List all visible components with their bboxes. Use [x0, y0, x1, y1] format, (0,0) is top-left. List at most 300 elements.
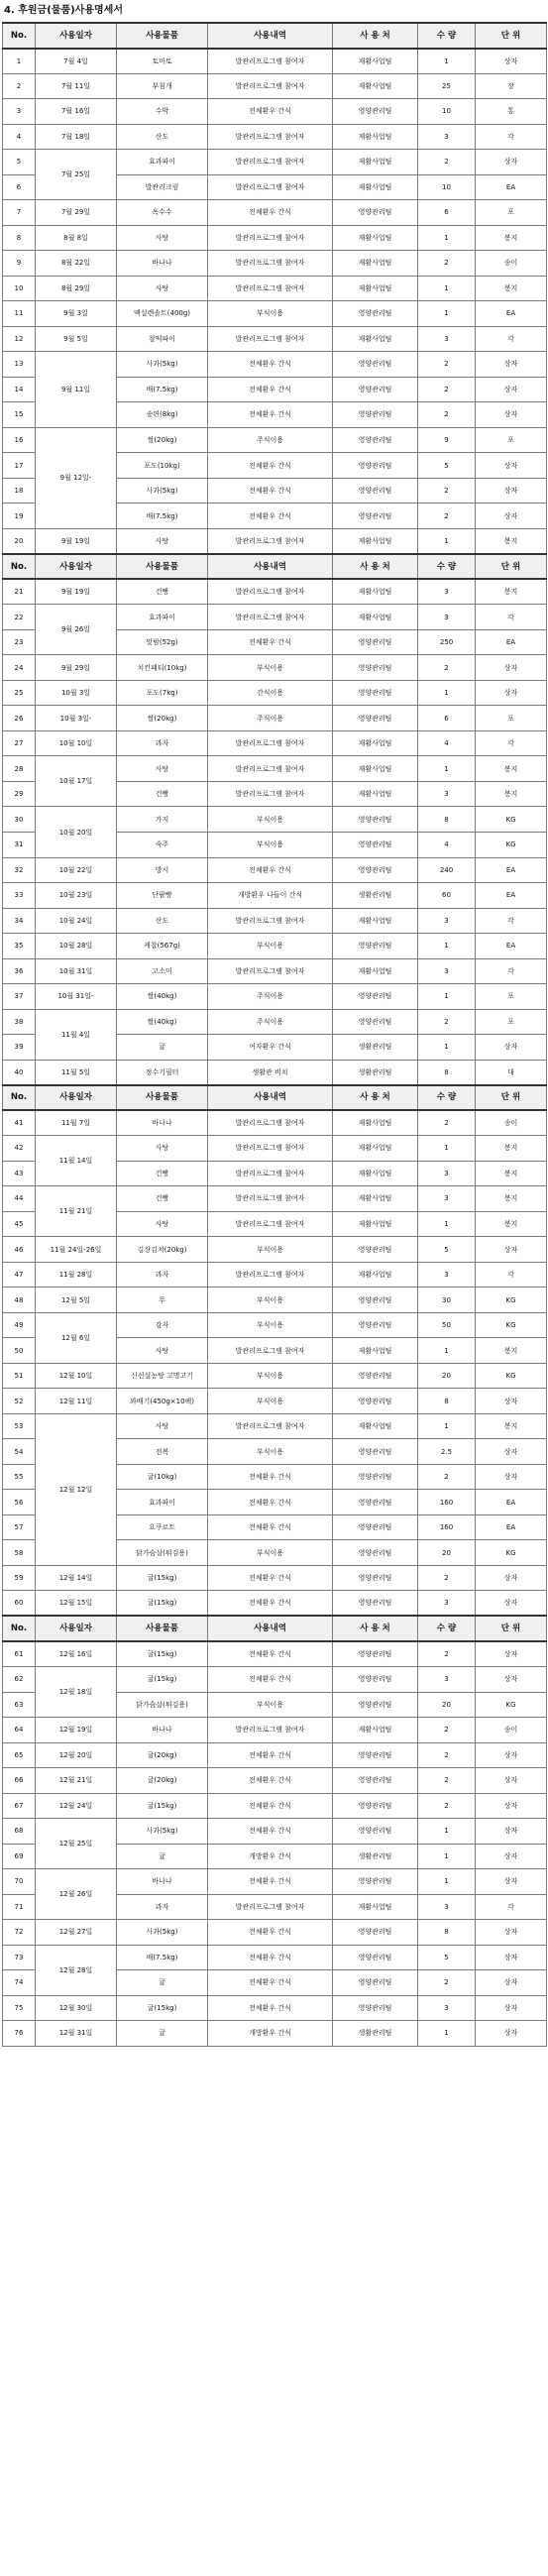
quantity: 8 [418, 807, 476, 833]
row-number: 10 [3, 276, 36, 301]
unit: 상자 [476, 504, 547, 529]
item-name: 사탕 [117, 1338, 208, 1364]
use-date: 12월 5일 [36, 1288, 117, 1313]
quantity: 160 [418, 1514, 476, 1540]
usage-place: 영양관리팀 [333, 478, 418, 504]
item-name: 과자 [117, 730, 208, 756]
item-name: 숙주 [117, 833, 208, 858]
usage-detail: 전체환우 간식 [208, 99, 333, 125]
usage-detail: 개방환우 나들이 간식 [208, 883, 333, 909]
row-number: 76 [3, 2021, 36, 2047]
table-row [3, 680, 547, 706]
use-date: 8월 29일 [36, 276, 117, 301]
unit: 대 [476, 1060, 547, 1085]
use-date: 10월 23일 [36, 883, 117, 909]
usage-detail: 발관리프로그램 참여자 [208, 908, 333, 934]
use-date: 9월 11일 [36, 352, 117, 428]
table-row [3, 427, 547, 453]
usage-detail: 전체환우 간식 [208, 504, 333, 529]
quantity: 3 [418, 1591, 476, 1617]
column-header-qty: 수 량 [418, 554, 476, 580]
usage-place: 영양관리팀 [333, 402, 418, 428]
item-name: 산도 [117, 124, 208, 150]
row-number: 22 [3, 605, 36, 630]
usage-detail: 발관리프로그램 참여자 [208, 73, 333, 99]
quantity: 3 [418, 1995, 476, 2021]
use-date: 10월 3일- [36, 706, 117, 731]
usage-place: 영양관리팀 [333, 833, 418, 858]
item-name: 건빵 [117, 579, 208, 605]
unit: 상자 [476, 453, 547, 479]
table-row [3, 2021, 547, 2047]
item-name: 귤(15kg) [117, 1591, 208, 1617]
quantity: 2 [418, 1768, 476, 1794]
row-number: 20 [3, 528, 36, 554]
item-name: 사과(5kg) [117, 478, 208, 504]
use-date: 12월 6일 [36, 1312, 117, 1363]
quantity: 3 [418, 781, 476, 807]
usage-detail: 부식이용 [208, 1312, 333, 1338]
item-name: 단팥빵 [117, 883, 208, 909]
table-row [3, 934, 547, 959]
table-row [3, 1819, 547, 1845]
use-date: 12월 18일 [36, 1667, 117, 1718]
usage-detail: 발관리프로그램 참여자 [208, 251, 333, 277]
row-number: 36 [3, 958, 36, 984]
table-row [3, 276, 547, 301]
use-date: 7월 29일 [36, 200, 117, 226]
use-date: 12월 30일 [36, 1995, 117, 2021]
row-number: 73 [3, 1945, 36, 1970]
quantity: 4 [418, 833, 476, 858]
unit: 상자 [476, 352, 547, 378]
use-date: 10월 28일 [36, 934, 117, 959]
item-name: 효과파이 [117, 1490, 208, 1515]
item-name: 닭가슴살(튀김용) [117, 1540, 208, 1566]
unit: 상자 [476, 1439, 547, 1465]
usage-place: 영양관리팀 [333, 200, 418, 226]
usage-detail: 전체환우 간식 [208, 1490, 333, 1515]
column-header-no: No. [3, 23, 36, 49]
unit: 통 [476, 99, 547, 125]
usage-detail: 여자환우 간식 [208, 1035, 333, 1061]
use-date: 9월 12일- [36, 427, 117, 528]
unit: EA [476, 857, 547, 883]
item-name: 산도 [117, 908, 208, 934]
usage-place: 생활관리팀 [333, 2021, 418, 2047]
row-number: 15 [3, 402, 36, 428]
row-number: 5 [3, 150, 36, 175]
unit: 각 [476, 124, 547, 150]
column-header-qty: 수 량 [418, 1616, 476, 1641]
unit: 송이 [476, 1718, 547, 1743]
usage-place: 재활사업팀 [333, 150, 418, 175]
usage-detail: 전체환우 간식 [208, 1869, 333, 1895]
item-name: 쌀(40kg) [117, 984, 208, 1010]
row-number: 57 [3, 1514, 36, 1540]
quantity: 2.5 [418, 1439, 476, 1465]
row-number: 1 [3, 49, 36, 74]
table-row [3, 352, 547, 378]
item-name: 감자 [117, 1312, 208, 1338]
unit: EA [476, 883, 547, 909]
use-date: 10월 31일- [36, 984, 117, 1010]
usage-place: 영양관리팀 [333, 1540, 418, 1566]
row-number: 75 [3, 1995, 36, 2021]
usage-place: 영양관리팀 [333, 857, 418, 883]
usage-place: 재활사업팀 [333, 730, 418, 756]
usage-detail: 전체환우 간식 [208, 1945, 333, 1970]
unit: 상자 [476, 1667, 547, 1693]
quantity: 9 [418, 427, 476, 453]
table-row [3, 605, 547, 630]
unit: 봉지 [476, 1186, 547, 1212]
quantity: 2 [418, 377, 476, 402]
usage-detail: 발관리프로그램 참여자 [208, 528, 333, 554]
table-row [3, 1565, 547, 1591]
row-number: 23 [3, 629, 36, 655]
usage-place: 영양관리팀 [333, 680, 418, 706]
usage-detail: 주식이용 [208, 984, 333, 1010]
table-row [3, 984, 547, 1010]
use-date: 9월 19일 [36, 528, 117, 554]
table-row [3, 857, 547, 883]
table-header-row [3, 1616, 547, 1641]
unit: 각 [476, 730, 547, 756]
use-date: 10월 3일 [36, 680, 117, 706]
column-header-no: No. [3, 1616, 36, 1641]
usage-place: 재활사업팀 [333, 958, 418, 984]
usage-detail: 전체환우 간식 [208, 377, 333, 402]
use-date: 8월 22일 [36, 251, 117, 277]
unit: 상자 [476, 1389, 547, 1414]
unit: 상자 [476, 1819, 547, 1845]
column-header-use: 사용내역 [208, 1616, 333, 1641]
usage-detail: 발관리프로그램 참여자 [208, 49, 333, 74]
item-name: 치킨패티(10kg) [117, 655, 208, 681]
item-name: 케찹(567g) [117, 934, 208, 959]
usage-place: 재활사업팀 [333, 528, 418, 554]
item-name: 맛밤(52g) [117, 629, 208, 655]
item-name: 배(7.5kg) [117, 1945, 208, 1970]
usage-detail: 전체환우 간식 [208, 1768, 333, 1794]
usage-place: 재활사업팀 [333, 1136, 418, 1162]
usage-table [2, 22, 547, 2047]
usage-place: 영양관리팀 [333, 1641, 418, 1667]
table-row [3, 1060, 547, 1085]
usage-detail: 부식이용 [208, 1389, 333, 1414]
row-number: 8 [3, 225, 36, 251]
unit: KG [476, 1312, 547, 1338]
usage-place: 재활사업팀 [333, 174, 418, 200]
column-header-unit: 단 위 [476, 1085, 547, 1111]
usage-detail: 부식이용 [208, 1237, 333, 1263]
column-header-item: 사용물품 [117, 554, 208, 580]
usage-place: 영양관리팀 [333, 1591, 418, 1617]
usage-place: 재활사업팀 [333, 49, 418, 74]
usage-place: 영양관리팀 [333, 1920, 418, 1946]
column-header-item: 사용물품 [117, 1085, 208, 1111]
item-name: 김장김치(20kg) [117, 1237, 208, 1263]
row-number: 25 [3, 680, 36, 706]
usage-place: 영양관리팀 [333, 1970, 418, 1996]
use-date: 10월 31일 [36, 958, 117, 984]
usage-place: 재활사업팀 [333, 1894, 418, 1920]
column-header-no: No. [3, 1085, 36, 1111]
table-row [3, 1793, 547, 1819]
quantity: 60 [418, 883, 476, 909]
usage-detail: 전체환우 간식 [208, 1920, 333, 1946]
table-row [3, 1768, 547, 1794]
use-date: 12월 27일 [36, 1920, 117, 1946]
row-number: 2 [3, 73, 36, 99]
row-number: 33 [3, 883, 36, 909]
usage-detail: 발관리프로그램 참여자 [208, 1262, 333, 1288]
item-name: 찰떡파이 [117, 326, 208, 352]
item-name: 건빵 [117, 781, 208, 807]
table-row [3, 807, 547, 833]
use-date: 7월 11일 [36, 73, 117, 99]
usage-detail: 발관리프로그램 참여자 [208, 1338, 333, 1364]
unit: 상자 [476, 1591, 547, 1617]
table-row [3, 200, 547, 226]
column-header-item: 사용물품 [117, 23, 208, 49]
usage-place: 재활사업팀 [333, 225, 418, 251]
unit: 상자 [476, 1995, 547, 2021]
table-row [3, 1945, 547, 1970]
use-date: 10월 17일 [36, 756, 117, 807]
quantity: 2 [418, 1110, 476, 1136]
usage-place: 영양관리팀 [333, 504, 418, 529]
row-number: 53 [3, 1413, 36, 1439]
use-date: 12월 28일 [36, 1945, 117, 1995]
unit: 각 [476, 605, 547, 630]
unit: 포 [476, 200, 547, 226]
item-name: 사탕 [117, 276, 208, 301]
unit: 각 [476, 1262, 547, 1288]
row-number: 44 [3, 1186, 36, 1212]
item-name: 사과(5kg) [117, 1920, 208, 1946]
row-number: 17 [3, 453, 36, 479]
usage-detail: 전체환우 간식 [208, 1819, 333, 1845]
quantity: 1 [418, 1869, 476, 1895]
unit: 상자 [476, 402, 547, 428]
quantity: 10 [418, 99, 476, 125]
column-header-qty: 수 량 [418, 23, 476, 49]
usage-detail: 전체환우 간식 [208, 1667, 333, 1693]
table-row [3, 883, 547, 909]
usage-detail: 주식이용 [208, 1009, 333, 1035]
usage-detail: 전체환우 간식 [208, 200, 333, 226]
table-row [3, 301, 547, 327]
usage-place: 영양관리팀 [333, 1945, 418, 1970]
unit: 각 [476, 326, 547, 352]
use-date: 11월 4일 [36, 1009, 117, 1060]
unit: 장 [476, 73, 547, 99]
usage-place: 재활사업팀 [333, 1161, 418, 1186]
column-header-place: 사 용 처 [333, 1085, 418, 1111]
quantity: 1 [418, 276, 476, 301]
unit: 봉지 [476, 1338, 547, 1364]
item-name: 쌀(20kg) [117, 706, 208, 731]
quantity: 3 [418, 1262, 476, 1288]
table-row [3, 730, 547, 756]
unit: 상자 [476, 1945, 547, 1970]
column-header-date: 사용일자 [36, 23, 117, 49]
unit: EA [476, 1514, 547, 1540]
usage-place: 생활관리팀 [333, 883, 418, 909]
use-date: 7월 25일 [36, 150, 117, 200]
item-name: 발관리크림 [117, 174, 208, 200]
usage-detail: 발관리프로그램 참여자 [208, 174, 333, 200]
quantity: 2 [418, 504, 476, 529]
usage-place: 영양관리팀 [333, 453, 418, 479]
table-row [3, 1288, 547, 1313]
unit: KG [476, 1288, 547, 1313]
usage-detail: 부식이용 [208, 807, 333, 833]
quantity: 5 [418, 1945, 476, 1970]
row-number: 38 [3, 1009, 36, 1035]
usage-detail: 개방환우 간식 [208, 2021, 333, 2047]
column-header-use: 사용내역 [208, 23, 333, 49]
row-number: 52 [3, 1389, 36, 1414]
row-number: 21 [3, 579, 36, 605]
row-number: 45 [3, 1211, 36, 1237]
unit: EA [476, 174, 547, 200]
quantity: 3 [418, 579, 476, 605]
row-number: 30 [3, 807, 36, 833]
item-name: 신선설농탕 고명고기 [117, 1363, 208, 1389]
quantity: 1 [418, 1338, 476, 1364]
usage-place: 영양관리팀 [333, 1565, 418, 1591]
unit: 상자 [476, 478, 547, 504]
unit: 각 [476, 958, 547, 984]
quantity: 30 [418, 1288, 476, 1313]
table-row [3, 1869, 547, 1895]
unit: 상자 [476, 1970, 547, 1996]
item-name: 배(7.5kg) [117, 377, 208, 402]
unit: 봉지 [476, 276, 547, 301]
quantity: 250 [418, 629, 476, 655]
unit: 상자 [476, 377, 547, 402]
column-header-date: 사용일자 [36, 1085, 117, 1111]
use-date: 9월 19일 [36, 579, 117, 605]
quantity: 20 [418, 1363, 476, 1389]
table-row [3, 1363, 547, 1389]
use-date: 10월 20일 [36, 807, 117, 857]
item-name: 정수기필터 [117, 1060, 208, 1085]
row-number: 11 [3, 301, 36, 327]
use-date: 12월 14일 [36, 1565, 117, 1591]
item-name: 가지 [117, 807, 208, 833]
use-date: 12월 16일 [36, 1641, 117, 1667]
row-number: 13 [3, 352, 36, 378]
item-name: 송편(8kg) [117, 402, 208, 428]
row-number: 26 [3, 706, 36, 731]
usage-detail: 전체환우 간식 [208, 352, 333, 378]
use-date: 7월 18일 [36, 124, 117, 150]
item-name: 토마토 [117, 49, 208, 74]
table-row [3, 528, 547, 554]
usage-place: 영양관리팀 [333, 427, 418, 453]
usage-detail: 전체환우 간식 [208, 1641, 333, 1667]
usage-detail: 발관리프로그램 참여자 [208, 326, 333, 352]
usage-place: 영양관리팀 [333, 1514, 418, 1540]
item-name: 바나나 [117, 1869, 208, 1895]
quantity: 2 [418, 1718, 476, 1743]
item-name: 사탕 [117, 528, 208, 554]
row-number: 39 [3, 1035, 36, 1061]
table-row [3, 579, 547, 605]
unit: 상자 [476, 680, 547, 706]
table-body [3, 23, 547, 2046]
usage-detail: 주식이용 [208, 706, 333, 731]
table-row [3, 124, 547, 150]
usage-place: 재활사업팀 [333, 1413, 418, 1439]
quantity: 2 [418, 1565, 476, 1591]
unit: 상자 [476, 49, 547, 74]
table-row [3, 1413, 547, 1439]
usage-place: 영양관리팀 [333, 1869, 418, 1895]
quantity: 1 [418, 225, 476, 251]
use-date: 12월 21일 [36, 1768, 117, 1794]
item-name: 부침개 [117, 73, 208, 99]
usage-detail: 발관리프로그램 참여자 [208, 124, 333, 150]
use-date: 11월 14일 [36, 1136, 117, 1186]
use-date: 12월 31일 [36, 2021, 117, 2047]
row-number: 37 [3, 984, 36, 1010]
quantity: 10 [418, 174, 476, 200]
item-name: 귤 [117, 1844, 208, 1869]
item-name: 귤(10kg) [117, 1464, 208, 1490]
item-name: 과자 [117, 1894, 208, 1920]
item-name: 바나나 [117, 251, 208, 277]
row-number: 42 [3, 1136, 36, 1162]
unit: 상자 [476, 1464, 547, 1490]
quantity: 160 [418, 1490, 476, 1515]
item-name: 효과파이 [117, 150, 208, 175]
row-number: 31 [3, 833, 36, 858]
usage-detail: 발관리프로그램 참여자 [208, 958, 333, 984]
item-name: 건빵 [117, 1161, 208, 1186]
usage-detail: 전체환우 간식 [208, 629, 333, 655]
unit: 상자 [476, 1793, 547, 1819]
unit: EA [476, 934, 547, 959]
item-name: 꽈배기(450g×10팩) [117, 1389, 208, 1414]
row-number: 4 [3, 124, 36, 150]
quantity: 1 [418, 756, 476, 782]
item-name: 귤(15kg) [117, 1793, 208, 1819]
usage-detail: 전체환우 간식 [208, 1464, 333, 1490]
usage-detail: 전체환우 간식 [208, 402, 333, 428]
quantity: 240 [418, 857, 476, 883]
usage-place: 영양관리팀 [333, 1490, 418, 1515]
usage-detail: 발관리프로그램 참여자 [208, 1211, 333, 1237]
row-number: 46 [3, 1237, 36, 1263]
use-date: 12월 24일 [36, 1793, 117, 1819]
usage-detail: 주식이용 [208, 427, 333, 453]
row-number: 18 [3, 478, 36, 504]
usage-detail: 전체환우 간식 [208, 478, 333, 504]
use-date: 10월 24일 [36, 908, 117, 934]
row-number: 34 [3, 908, 36, 934]
usage-detail: 부식이용 [208, 655, 333, 681]
table-row [3, 1389, 547, 1414]
unit: 상자 [476, 150, 547, 175]
row-number: 28 [3, 756, 36, 782]
row-number: 48 [3, 1288, 36, 1313]
use-date: 12월 19일 [36, 1718, 117, 1743]
